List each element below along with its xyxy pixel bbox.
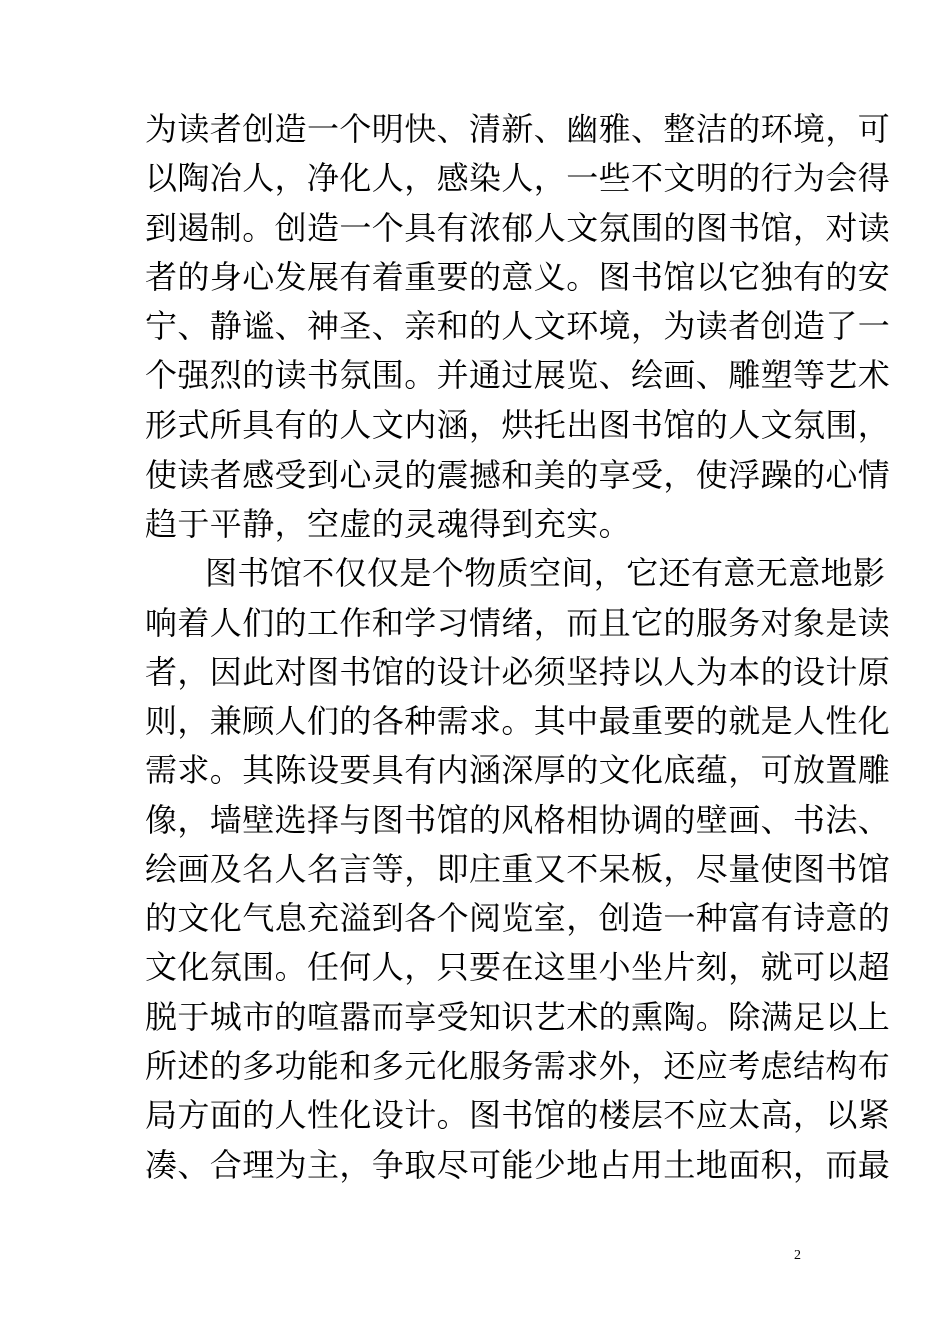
text-line: 需求。其陈设要具有内涵深厚的文化底蕴，可放置雕 bbox=[145, 751, 891, 789]
text-line: 者，因此对图书馆的设计必须坚持以人为本的设计原 bbox=[145, 653, 891, 691]
text-line: 为读者创造一个明快、清新、幽雅、整洁的环境，可 bbox=[145, 110, 891, 148]
text-line: 则，兼顾人们的各种需求。其中最重要的就是人性化 bbox=[145, 702, 891, 740]
text-line: 者的身心发展有着重要的意义。图书馆以它独有的安 bbox=[145, 258, 891, 296]
text-line: 使读者感受到心灵的震撼和美的享受，使浮躁的心情 bbox=[145, 456, 891, 494]
text-line: 趋于平静，空虚的灵魂得到充实。 bbox=[145, 505, 632, 543]
text-line: 响着人们的工作和学习情绪，而且它的服务对象是读 bbox=[145, 604, 891, 642]
text-line: 个强烈的读书氛围。并通过展览、绘画、雕塑等艺术 bbox=[145, 356, 891, 394]
text-line: 局方面的人性化设计。图书馆的楼层不应太高，以紧 bbox=[145, 1096, 891, 1134]
text-line: 绘画及名人名言等，即庄重又不呆板，尽量使图书馆 bbox=[145, 850, 891, 888]
text-line: 形式所具有的人文内涵，烘托出图书馆的人文氛围， bbox=[145, 406, 891, 444]
text-line: 脱于城市的喧嚣而享受知识艺术的熏陶。除满足以上 bbox=[145, 998, 891, 1036]
text-line: 文化氛围。任何人，只要在这里小坐片刻，就可以超 bbox=[145, 948, 891, 986]
paragraph-first-line: 图书馆不仅仅是个物质空间，它还有意无意地影 bbox=[205, 554, 886, 592]
text-line: 像，墙壁选择与图书馆的风格相协调的壁画、书法、 bbox=[145, 801, 891, 839]
page-number: 2 bbox=[794, 1248, 801, 1263]
text-line: 到遏制。创造一个具有浓郁人文氛围的图书馆，对读 bbox=[145, 209, 891, 247]
text-line: 的文化气息充溢到各个阅览室，创造一种富有诗意的 bbox=[145, 899, 891, 937]
text-line: 所述的多功能和多元化服务需求外，还应考虑结构布 bbox=[145, 1047, 891, 1085]
text-line: 凑、合理为主，争取尽可能少地占用土地面积，而最 bbox=[145, 1146, 891, 1184]
text-line: 以陶冶人，净化人，感染人，一些不文明的行为会得 bbox=[145, 159, 891, 197]
text-line: 宁、静谧、神圣、亲和的人文环境，为读者创造了一 bbox=[145, 307, 891, 345]
